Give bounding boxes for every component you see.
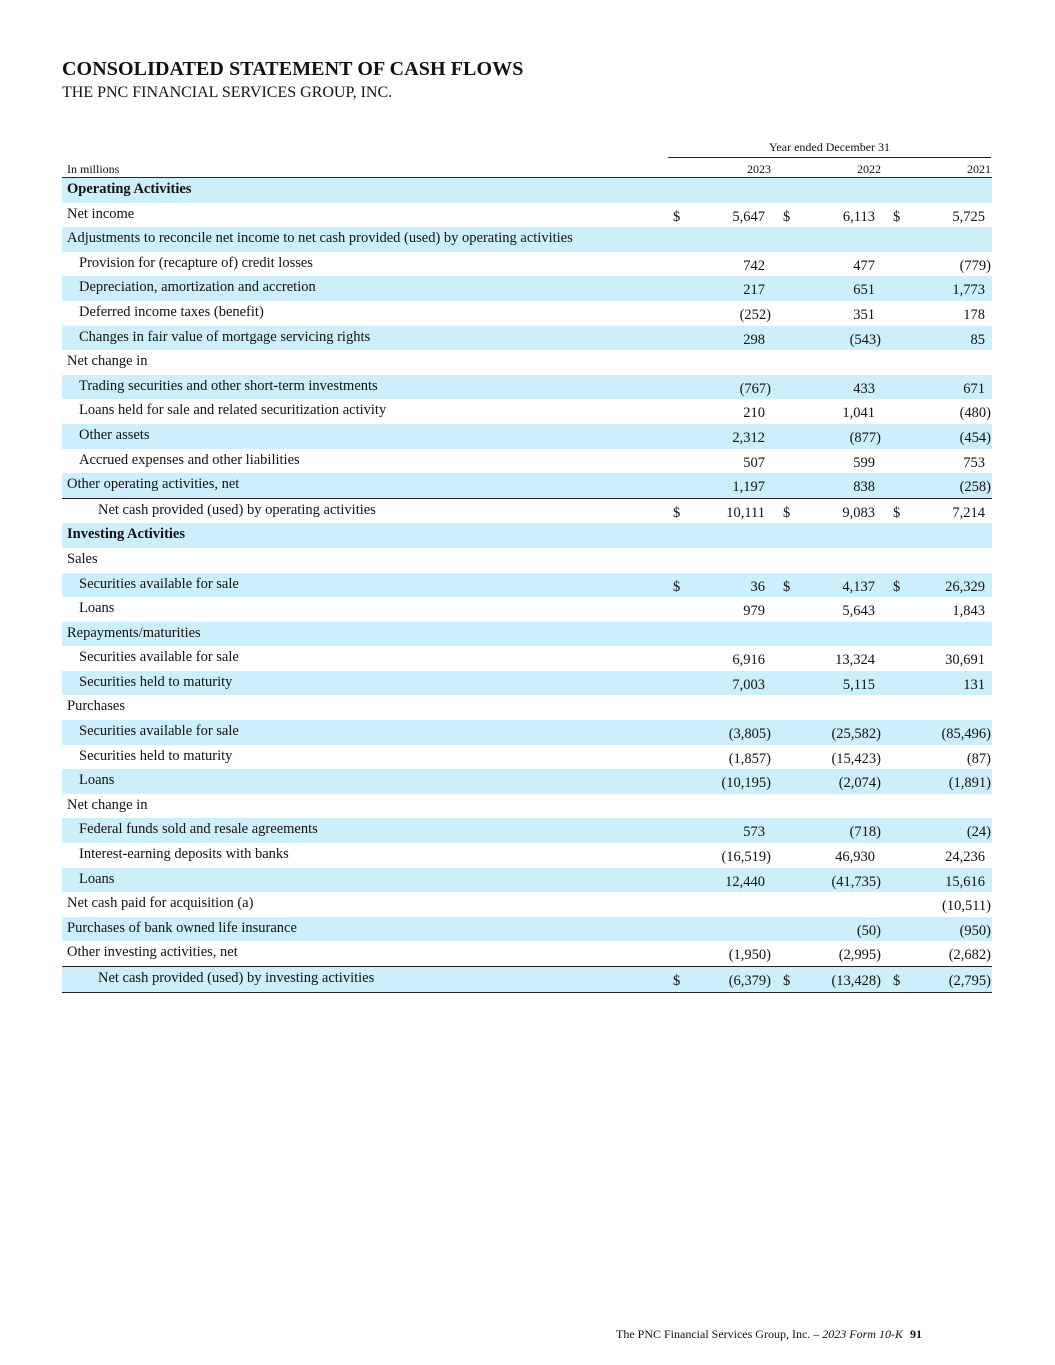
year-header-2023: 2023	[747, 162, 771, 176]
cell-2022: (877)	[849, 429, 881, 446]
row-label: Other investing activities, net	[67, 944, 238, 961]
cell-2022: 46,930	[835, 849, 875, 866]
row-label: Purchases	[67, 698, 125, 715]
year-header-2022: 2022	[857, 162, 881, 176]
cell-2021: 1,773	[952, 282, 985, 299]
cell-2022: (41,735)	[831, 873, 881, 890]
row-label: Securities available for sale	[79, 649, 239, 666]
row-label: Loans	[79, 600, 115, 617]
cell-2021: (480)	[959, 405, 991, 422]
row-label: Provision for (recapture of) credit losses	[79, 254, 313, 271]
cell-2021: (87)	[966, 750, 991, 767]
cash-flow-table	[62, 160, 992, 993]
section-header-row	[62, 523, 992, 548]
table-row	[62, 671, 992, 696]
table-row	[62, 301, 992, 326]
cell-2022: 13,324	[835, 652, 875, 669]
table-row	[62, 573, 992, 598]
cell-2022: (2,995)	[838, 947, 881, 964]
page-number: 91	[909, 1327, 922, 1341]
cell-2022: (50)	[856, 922, 881, 939]
table-row	[62, 769, 992, 794]
currency-symbol: $	[673, 973, 681, 989]
table-row	[62, 843, 992, 868]
total-row	[62, 498, 992, 524]
row-label: Loans	[79, 772, 115, 789]
row-label: Changes in fair value of mortgage servicing rights	[79, 328, 371, 345]
cell-2021: (950)	[959, 922, 991, 939]
cell-2023: 742	[743, 257, 765, 274]
row-label: Repayments/maturities	[67, 624, 201, 641]
table-row	[62, 399, 992, 424]
cell-2023: 507	[743, 454, 765, 471]
currency-symbol: $	[673, 578, 681, 595]
cell-2023: 6,916	[732, 652, 765, 669]
cell-2022: 9,083	[842, 504, 875, 521]
cell-2023: (3,805)	[728, 726, 771, 743]
cell-2023: 217	[743, 282, 765, 299]
currency-symbol: $	[673, 208, 681, 225]
row-label: Interest-earning deposits with banks	[79, 846, 289, 863]
row-label: Accrued expenses and other liabilities	[79, 451, 300, 468]
cell-2022: (13,428)	[831, 973, 881, 989]
row-label: Deferred income taxes (benefit)	[79, 303, 264, 320]
row-label: Investing Activities	[67, 526, 186, 543]
cell-2021: 30,691	[945, 652, 985, 669]
table-header-row	[62, 160, 992, 178]
cell-2022: 599	[853, 454, 875, 471]
row-label: Loans	[79, 870, 115, 887]
row-label: Purchases of bank owned life insurance	[67, 919, 297, 936]
cell-2023: (10,195)	[721, 775, 771, 792]
cell-2023: (767)	[739, 380, 771, 397]
table-row	[62, 449, 992, 474]
cell-2022: 351	[853, 306, 875, 323]
total-row	[62, 966, 992, 993]
page-footer	[616, 1327, 922, 1342]
cell-2023: 573	[743, 824, 765, 841]
cell-2021: 1,843	[952, 603, 985, 620]
row-label: Net income	[67, 205, 135, 222]
currency-symbol: $	[893, 578, 901, 595]
row-label: Net cash provided (used) by investing activities	[98, 970, 375, 986]
cell-2023: (1,950)	[728, 947, 771, 964]
table-row	[62, 227, 992, 252]
cell-2021: 178	[963, 306, 985, 323]
cell-2023: 210	[743, 405, 765, 422]
table-row	[62, 473, 992, 498]
cell-2021: (258)	[959, 479, 991, 496]
table-row	[62, 941, 992, 966]
cell-2021: 7,214	[952, 504, 985, 521]
table-row	[62, 695, 992, 720]
cell-2022: (2,074)	[838, 775, 881, 792]
row-label: Net change in	[67, 353, 148, 370]
cell-2021: (1,891)	[948, 775, 991, 792]
table-row	[62, 794, 992, 819]
row-label: Securities available for sale	[79, 723, 239, 740]
table-row	[62, 917, 992, 942]
table-row	[62, 375, 992, 400]
currency-symbol: $	[783, 578, 791, 595]
table-row	[62, 326, 992, 351]
row-label: Securities held to maturity	[79, 673, 233, 690]
currency-symbol: $	[893, 504, 901, 521]
table-row	[62, 868, 992, 893]
table-row	[62, 424, 992, 449]
currency-symbol: $	[893, 973, 901, 989]
cell-2021: 85	[970, 331, 985, 348]
cell-2021: 753	[963, 454, 985, 471]
currency-symbol: $	[673, 504, 681, 521]
currency-symbol: $	[893, 208, 901, 225]
row-label: Net cash provided (used) by operating activities	[98, 501, 376, 518]
cell-2021: 15,616	[945, 873, 985, 890]
table-body	[62, 178, 992, 993]
cell-2023: 1,197	[732, 479, 765, 496]
section-header-row	[62, 178, 992, 203]
cell-2022: 5,115	[842, 676, 875, 693]
table-row	[62, 720, 992, 745]
page-title: CONSOLIDATED STATEMENT OF CASH FLOWS	[62, 58, 524, 80]
cell-2021: 26,329	[945, 578, 985, 595]
cell-2023: (1,857)	[728, 750, 771, 767]
cell-2022: (25,582)	[831, 726, 881, 743]
cell-2021: 671	[963, 380, 985, 397]
cell-2023: 12,440	[725, 873, 765, 890]
cell-2021: (10,511)	[942, 898, 991, 915]
cell-2023: 2,312	[732, 429, 765, 446]
year-header-2021: 2021	[967, 162, 991, 176]
table-row	[62, 646, 992, 671]
cell-2022: 6,113	[842, 208, 875, 225]
cell-2023: (252)	[739, 306, 771, 323]
currency-symbol: $	[783, 208, 791, 225]
row-label: Operating Activities	[67, 181, 192, 197]
row-label: Loans held for sale and related securitization activity	[79, 402, 387, 419]
cell-2021: 24,236	[945, 849, 985, 866]
row-label: Federal funds sold and resale agreements	[79, 821, 318, 838]
cell-2022: 651	[853, 282, 875, 299]
row-label: Depreciation, amortization and accretion	[79, 279, 316, 296]
cell-2021: (2,795)	[948, 973, 991, 989]
cell-2021: (24)	[966, 824, 991, 841]
footer-form: 2023 Form 10-K	[822, 1327, 903, 1341]
cell-2022: (718)	[849, 824, 881, 841]
cell-2021: (454)	[959, 429, 991, 446]
cell-2022: 477	[853, 257, 875, 274]
cell-2022: (15,423)	[831, 750, 881, 767]
cell-2023: 5,647	[732, 208, 765, 225]
currency-symbol: $	[783, 973, 791, 989]
table-row	[62, 622, 992, 647]
row-label: Securities held to maturity	[79, 747, 233, 764]
row-label: Net change in	[67, 796, 148, 813]
period-header: Year ended December 31	[668, 140, 991, 158]
cell-2022: 5,643	[842, 603, 875, 620]
row-label: Sales	[67, 550, 98, 567]
table-row	[62, 597, 992, 622]
cell-2022: (543)	[849, 331, 881, 348]
table-row	[62, 892, 992, 917]
row-label: Net cash paid for acquisition (a)	[67, 895, 254, 912]
cell-2022: 1,041	[842, 405, 875, 422]
cell-2022: 838	[853, 479, 875, 496]
cell-2023: (6,379)	[728, 973, 771, 989]
table-row	[62, 350, 992, 375]
company-subtitle: THE PNC FINANCIAL SERVICES GROUP, INC.	[62, 84, 393, 101]
cell-2023: 7,003	[732, 676, 765, 693]
cell-2021: (779)	[959, 257, 991, 274]
cell-2021: (2,682)	[948, 947, 991, 964]
units-label: In millions	[67, 162, 120, 176]
cell-2023: (16,519)	[721, 849, 771, 866]
table-row	[62, 276, 992, 301]
table-row	[62, 548, 992, 573]
cell-2022: 433	[853, 380, 875, 397]
row-label: Adjustments to reconcile net income to net cash provided (used) by operating activities	[67, 230, 573, 247]
cell-2023: 36	[750, 578, 765, 595]
row-label: Other operating activities, net	[67, 476, 240, 493]
cell-2021: 5,725	[952, 208, 985, 225]
cell-2023: 979	[743, 603, 765, 620]
cell-2021: 131	[963, 676, 985, 693]
currency-symbol: $	[783, 504, 791, 521]
row-label: Securities available for sale	[79, 575, 239, 592]
row-label: Trading securities and other short-term investments	[79, 377, 378, 394]
row-label: Other assets	[79, 426, 150, 443]
footer-company: The PNC Financial Services Group, Inc. –	[616, 1327, 820, 1341]
cell-2021: (85,496)	[941, 726, 991, 743]
table-row	[62, 203, 992, 228]
table-row	[62, 818, 992, 843]
cell-2022: 4,137	[842, 578, 875, 595]
cell-2023: 10,111	[726, 504, 765, 521]
table-row	[62, 252, 992, 277]
cell-2023: 298	[743, 331, 765, 348]
table-row	[62, 745, 992, 770]
